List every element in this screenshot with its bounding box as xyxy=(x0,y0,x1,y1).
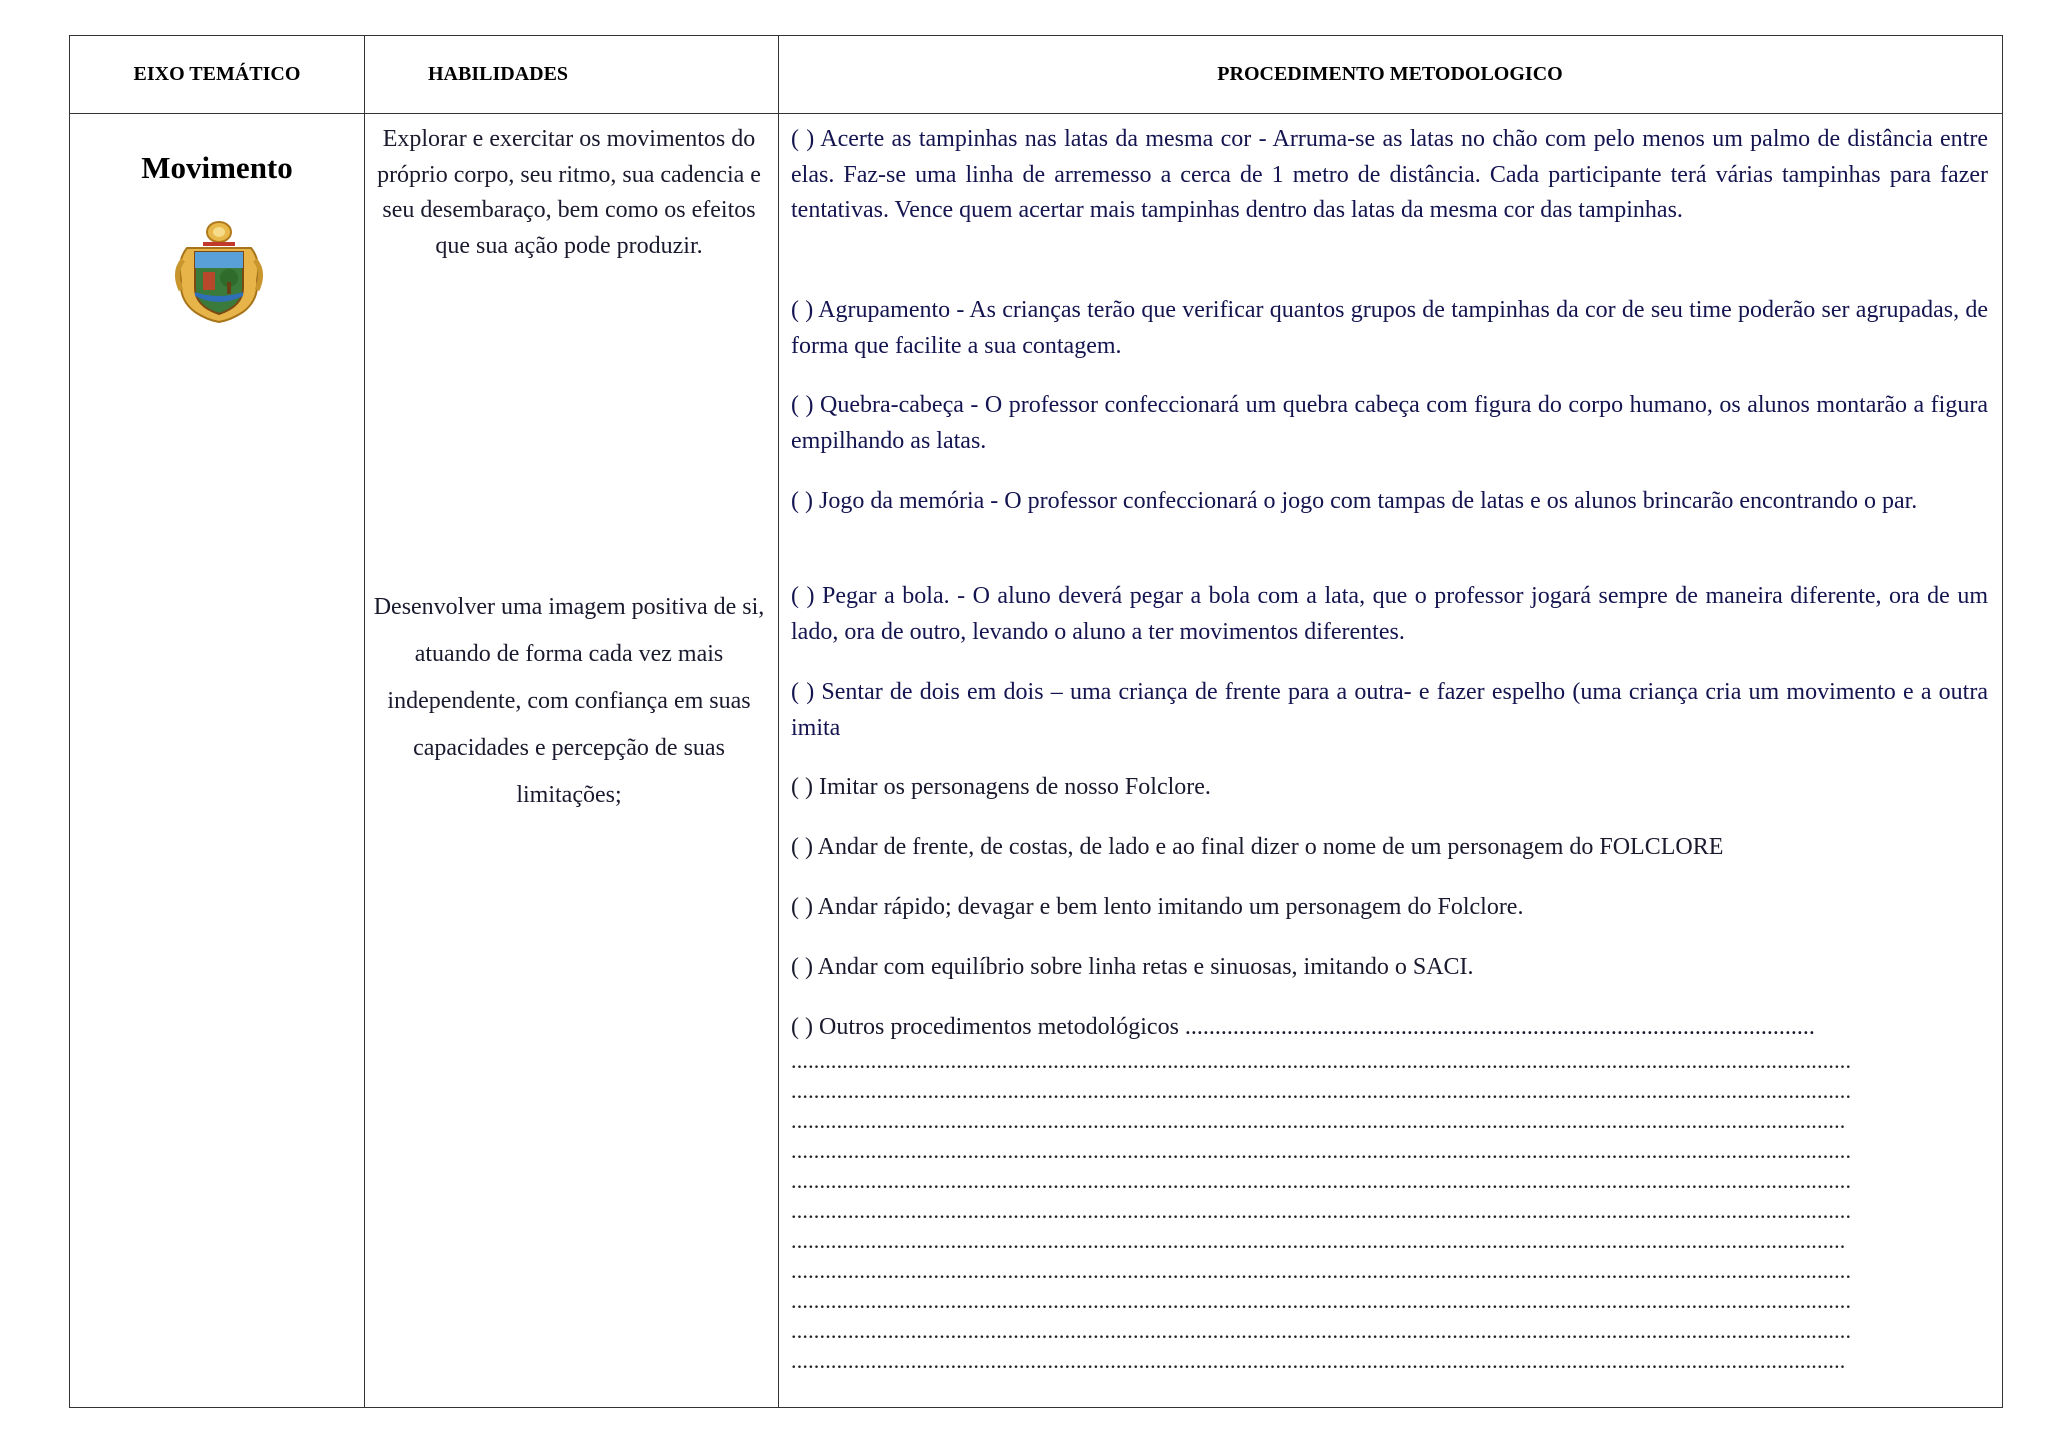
coat-of-arms-seal-icon xyxy=(173,220,265,324)
dotted-line: .......................................................................................................................................................................................... xyxy=(791,1138,1852,1163)
procedimento-outros: ( ) Outros procedimentos metodológicos ......................................................................................................... xyxy=(791,1014,1815,1040)
procedimento-item: ( ) Andar rápido; devagar e bem lento imitando um personagem do Folclore. xyxy=(791,894,1524,920)
dotted-line: .......................................................................................................................................................................................... xyxy=(791,1168,1852,1193)
dotted-line: .......................................................................................................................................................................................... xyxy=(791,1318,1852,1343)
header-eixo xyxy=(70,36,364,114)
procedimento-item: ( ) Andar com equilíbrio sobre linha retas e sinuosas, imitando o SACI. xyxy=(791,954,1474,980)
habilidades-cell xyxy=(364,114,778,1407)
procedimento-item: ( ) Agrupamento - As crianças terão que verificar quantos grupos de tampinhas da cor de seu time poderão ser agrupadas, de forma que facilite a sua contagem. xyxy=(791,297,1988,359)
dotted-line: ......................................................................................................................................................................................... xyxy=(791,1108,1846,1133)
procedimento-item: ( ) Sentar de dois em dois – uma criança de frente para a outra- e fazer espelho (uma criança cria um movimento e a outra imita xyxy=(791,679,1988,741)
eixo-title: Movimento xyxy=(141,150,293,185)
header-procedimento-label: PROCEDIMENTO METODOLOGICO xyxy=(1217,63,1563,85)
dotted-line: ......................................................................................................................................................................................... xyxy=(791,1228,1846,1253)
eixo-cell xyxy=(70,114,364,1407)
procedimento-item: ( ) Quebra-cabeça - O professor confeccionará um quebra cabeça com figura do corpo humano, os alunos montarão a figura empilhando as latas. xyxy=(791,392,1988,454)
procedimento-item: ( ) Acerte as tampinhas nas latas da mesma cor - Arruma-se as latas no chão com pelo menos um palmo de distância entre elas. Faz-se uma linha de arremesso a cerca de 1 metro de distância. Cada participante terá várias tampinhas para fazer tentativas. Vence quem acertar mais tampinhas dentro das latas da mesma cor das tampinhas. xyxy=(791,126,1988,223)
header-habilidades-label: HABILIDADES xyxy=(428,63,569,85)
header-procedimento xyxy=(778,36,2002,114)
habilidade-text: Explorar e exercitar os movimentos do próprio corpo, seu ritmo, sua cadencia e seu desembaraço, bem como os efeitos que sua ação pode produzir. xyxy=(377,126,761,259)
dotted-line: .......................................................................................................................................................................................... xyxy=(791,1048,1852,1073)
procedimento-item: ( ) Pegar a bola. - O aluno deverá pegar a bola com a lata, que o professor jogará sempre de maneira diferente, ora de um lado, ora de outro, levando o aluno a ter movimentos diferentes. xyxy=(791,583,1988,645)
dotted-line: .......................................................................................................................................................................................... xyxy=(791,1078,1852,1103)
dotted-line: .......................................................................................................................................................................................... xyxy=(791,1288,1852,1313)
methodology-table xyxy=(69,35,2003,1408)
procedimentos-cell xyxy=(778,114,2002,1407)
procedimento-item: ( ) Andar de frente, de costas, de lado e ao final dizer o nome de um personagem do FOLCLORE xyxy=(791,834,1724,860)
header-habilidades xyxy=(364,36,778,114)
habilidade-text: Desenvolver uma imagem positiva de si, atuando de forma cada vez mais independente, com confiança em suas capacidades e percepção de suas limitações; xyxy=(373,594,765,808)
header-eixo-label: EIXO TEMÁTICO xyxy=(133,63,301,85)
dotted-line: .......................................................................................................................................................................................... xyxy=(791,1198,1852,1223)
dotted-line: .......................................................................................................................................................................................... xyxy=(791,1258,1852,1283)
dotted-line: ......................................................................................................................................................................................... xyxy=(791,1348,1846,1373)
procedimento-item: ( ) Jogo da memória - O professor confeccionará o jogo com tampas de latas e os alunos brincarão encontrando o par. xyxy=(791,488,1918,514)
procedimento-item: ( ) Imitar os personagens de nosso Folclore. xyxy=(791,774,1211,800)
